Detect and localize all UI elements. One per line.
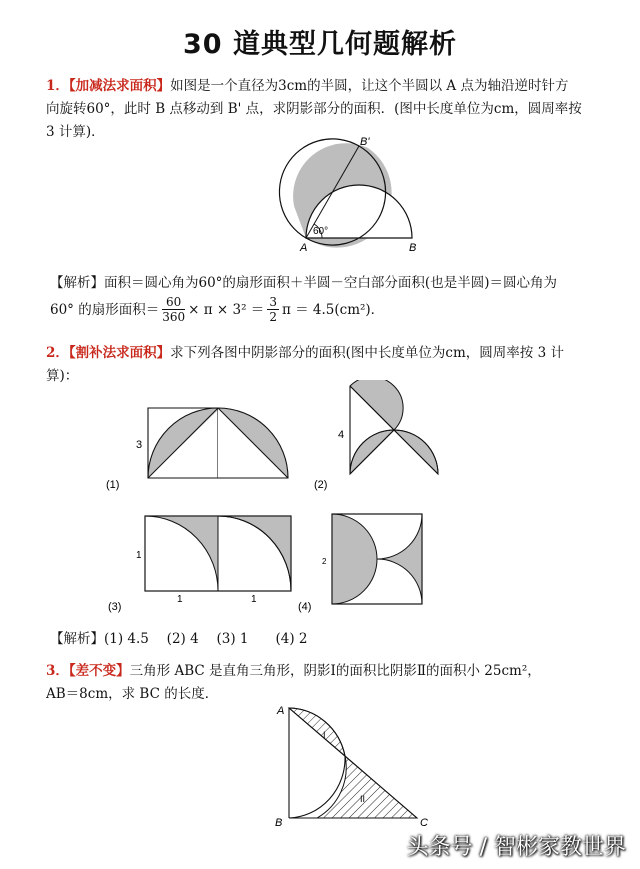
q2-fig4-dim: 2 bbox=[322, 557, 327, 566]
q2-figure-4 bbox=[296, 508, 436, 618]
q2-figure-1 bbox=[100, 400, 300, 495]
q3-text-line2: AB＝8cm，求 BC 的长度． bbox=[46, 686, 219, 702]
watermark: 头条号 / 智彬家教世界 bbox=[406, 835, 626, 860]
q1-solution-line2 bbox=[50, 294, 384, 326]
q2-fig3-dim-bottom1: 1 bbox=[177, 594, 183, 605]
q1-solution-line1 bbox=[50, 272, 610, 295]
q1-label-b: B bbox=[409, 242, 417, 254]
q2-solution bbox=[50, 628, 307, 651]
q1-solution-text: 面积＝圆心角为60°的扇形面积＋半圆－空白部分面积(也是半圆)＝圆心角为 bbox=[104, 275, 557, 291]
q2-tag: 【割补法求面积】 bbox=[68, 345, 171, 361]
q2-text-line2: 算)： bbox=[46, 368, 79, 384]
q3-label-region-ii: II bbox=[360, 794, 366, 804]
q2-solution-text: (1) 4.5 (2) 4 (3) 1 (4) 2 bbox=[104, 631, 308, 647]
q1-frac2-den: 2 bbox=[269, 310, 277, 324]
q2-fig1-caption: (1) bbox=[106, 479, 120, 491]
q2-fig4-caption: (4) bbox=[298, 601, 312, 613]
q1-solution-prefix: 60° 的扇形面积＝ bbox=[50, 301, 160, 318]
q3-number: 3． bbox=[46, 663, 69, 679]
q1-fraction-1 bbox=[162, 296, 185, 324]
q1-angle-label: 60° bbox=[313, 226, 329, 237]
q1-statement bbox=[46, 75, 606, 144]
q2-fig1-dim: 3 bbox=[136, 439, 143, 451]
q3-text-line1: 三角形 ABC 是直角三角形，阴影Ⅰ的面积比阴影Ⅱ的面积小 25cm²， bbox=[129, 663, 541, 679]
q3-label-region-i: I bbox=[323, 730, 326, 740]
q1-solution-post: π ＝ 4.5(cm²)． bbox=[281, 301, 385, 318]
q2-figure-2 bbox=[310, 380, 470, 495]
q2-fig2-dim: 4 bbox=[338, 429, 345, 441]
q3-tag: 【差不变】 bbox=[68, 663, 130, 679]
q3-figure bbox=[265, 698, 450, 833]
q1-frac1-den: 360 bbox=[162, 310, 186, 324]
q2-fig2-caption: (2) bbox=[314, 479, 328, 491]
q2-solution-tag: 【解析】 bbox=[50, 631, 104, 647]
q2-number: 2． bbox=[46, 345, 69, 361]
q1-number: 1． bbox=[46, 78, 69, 94]
q2-fig3-dim-bottom2: 1 bbox=[251, 594, 257, 605]
q1-solution-mid: × π × 3² ＝ bbox=[188, 301, 265, 318]
q1-text-line2: 向旋转60°，此时 B 点移动到 B' 点，求阴影部分的面积．(图中长度单位为cm，圆周率按 bbox=[46, 101, 582, 117]
q2-figure-3 bbox=[100, 510, 300, 618]
q3-label-c: C bbox=[420, 817, 428, 829]
q2-text-line1: 求下列各图中阴影部分的面积(图中长度单位为cm，圆周率按 3 计 bbox=[170, 345, 564, 361]
q1-text-line1: 如图是一个直径为3cm的半圆，让这个半圆以 A 点为轴沿逆时针方 bbox=[170, 78, 569, 94]
q1-frac1-num: 60 bbox=[166, 295, 182, 309]
q1-frac2-num: 3 bbox=[269, 295, 277, 309]
q1-figure bbox=[270, 135, 450, 257]
q1-fraction-2 bbox=[267, 296, 279, 324]
q1-label-bprime: B' bbox=[360, 136, 370, 148]
q1-text-line3: 3 计算)． bbox=[46, 124, 105, 140]
q1-tag: 【加减法求面积】 bbox=[68, 78, 171, 94]
q2-fig3-caption: (3) bbox=[108, 601, 122, 613]
page-title: 30 道典型几何题解析 bbox=[183, 29, 457, 60]
q3-label-b: B bbox=[275, 817, 283, 829]
q2-fig3-dim-left: 1 bbox=[136, 550, 142, 561]
q1-label-a: A bbox=[300, 242, 308, 254]
q1-solution-tag: 【解析】 bbox=[50, 275, 104, 291]
q3-label-a: A bbox=[277, 705, 285, 717]
